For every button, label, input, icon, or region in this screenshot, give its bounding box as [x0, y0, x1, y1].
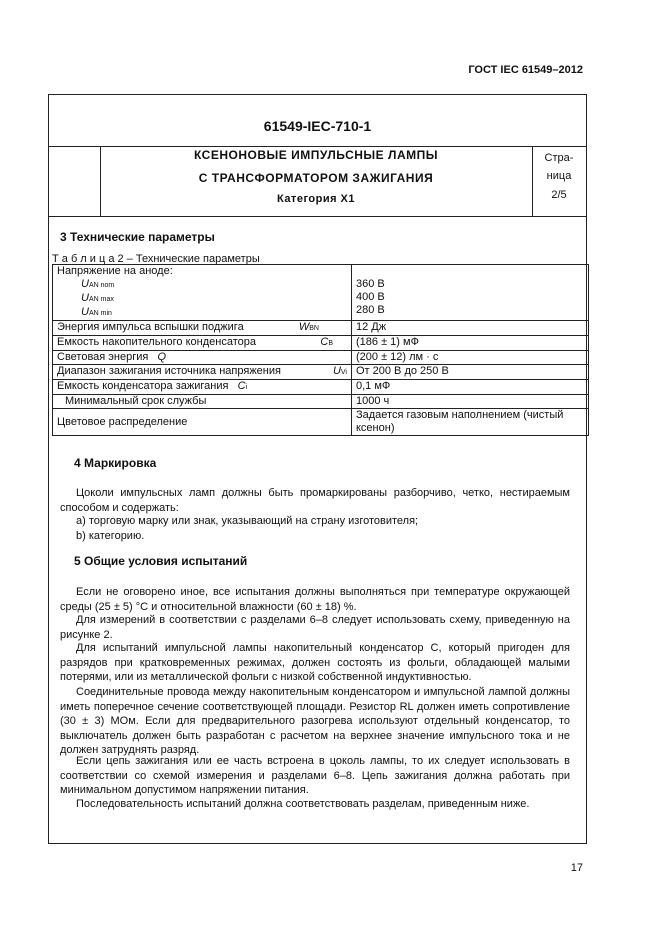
table-row: Минимальный срок службы 1000 ч	[53, 395, 589, 409]
parameters-table	[52, 264, 589, 436]
page-label-2: ница	[546, 170, 572, 182]
page-label-1: Стра-	[544, 152, 574, 164]
row-label: Напряжение на аноде:	[57, 265, 173, 277]
title-bottom-divider	[48, 216, 587, 217]
sheet-category: Категория Х1	[276, 193, 356, 205]
title-divider	[48, 146, 587, 147]
page-value: 2/5	[551, 189, 567, 201]
table-row: Напряжение на аноде: UAN nom UAN max UAN min 360 В 400 В 280 В	[53, 265, 589, 321]
sheet-code: 61549-IEC-710-1	[263, 118, 372, 134]
section5-paragraph-2: Для измерений в соответствии с разделами 6–8 следует использовать схему, приведенную на рисунке 2.	[60, 614, 570, 641]
sheet-title-line2: С ТРАНСФОРМАТОРОМ ЗАЖИГАНИЯ	[198, 171, 434, 185]
table-row: Энергия импульса вспышки поджига WBN 12 Дж	[53, 321, 589, 336]
table-row: Емкость конденсатора зажигания Ci 0,1 мФ	[53, 380, 589, 395]
standard-header: ГОСТ IEC 61549–2012	[468, 64, 583, 76]
section4-item-b: b) категорию.	[76, 530, 145, 542]
section4-item-a: а) торговую марку или знак, указывающий на страну изготовителя;	[76, 515, 419, 527]
page-number: 17	[570, 862, 583, 874]
sheet-title-line1: КСЕНОНОВЫЕ ИМПУЛЬСНЫЕ ЛАМПЫ	[194, 148, 438, 162]
table-row: Цветовое распределение Задается газовым наполнением (чистый ксенон)	[53, 409, 589, 436]
table-caption: Т а б л и ц а 2 – Технические параметры	[52, 253, 260, 265]
section5-paragraph-3: Для испытаний импульсной лампы накопительный конденсатор C, который пригоден для разрядов при кратковременных режимах, должен состоять из фольги, обладающей малыми потерями, или из металлической фольги с низкой собственной индуктивностью.	[60, 642, 570, 684]
table-row: Световая энергия Q (200 ± 12) лм · с	[53, 351, 589, 365]
section3-heading: 3 Технические параметры	[60, 230, 215, 244]
table-row: Диапазон зажигания источника напряжения UVi От 200 В до 250 В	[53, 365, 589, 380]
section4-heading: 4 Маркировка	[74, 456, 157, 470]
title-right-border	[532, 146, 533, 216]
table-row: Емкость накопительного конденсатора CB (186 ± 1) мФ	[53, 336, 589, 351]
section5-paragraph-6: Последовательность испытаний должна соответствовать разделам, приведенным ниже.	[76, 798, 530, 810]
section5-heading: 5 Общие условия испытаний	[74, 554, 248, 568]
section4-paragraph: Цоколи импульсных ламп должны быть промаркированы разборчиво, четко, нестираемым способом и содержать:	[60, 487, 570, 514]
section5-paragraph-1: Если не оговорено иное, все испытания должны выполняться при температуре окружающей среды (25 ± 5) °С и относительной влажности (60 ± 18) %.	[60, 586, 570, 613]
section5-paragraph-5: Если цепь зажигания или ее часть встроена в цоколь лампы, то их следует использовать в соответствии со схемой измерения и разделами 6–8. Цепь зажигания должна работать при минимальном допустимом напряжении питания.	[60, 755, 570, 797]
section5-paragraph-4: Соединительные провода между накопительным конденсатором и импульсной лампой должны иметь поперечное сечение соответствующей площади. Резистор RL должен иметь сопротивление (30 ± 3) МОм. Если для предварительного разогрева используют отдельный конденсатор, то выключатель должен быть разработан с расчетом на верхнее значение импульсного тока и не должен затруднять разряд.	[60, 686, 570, 757]
